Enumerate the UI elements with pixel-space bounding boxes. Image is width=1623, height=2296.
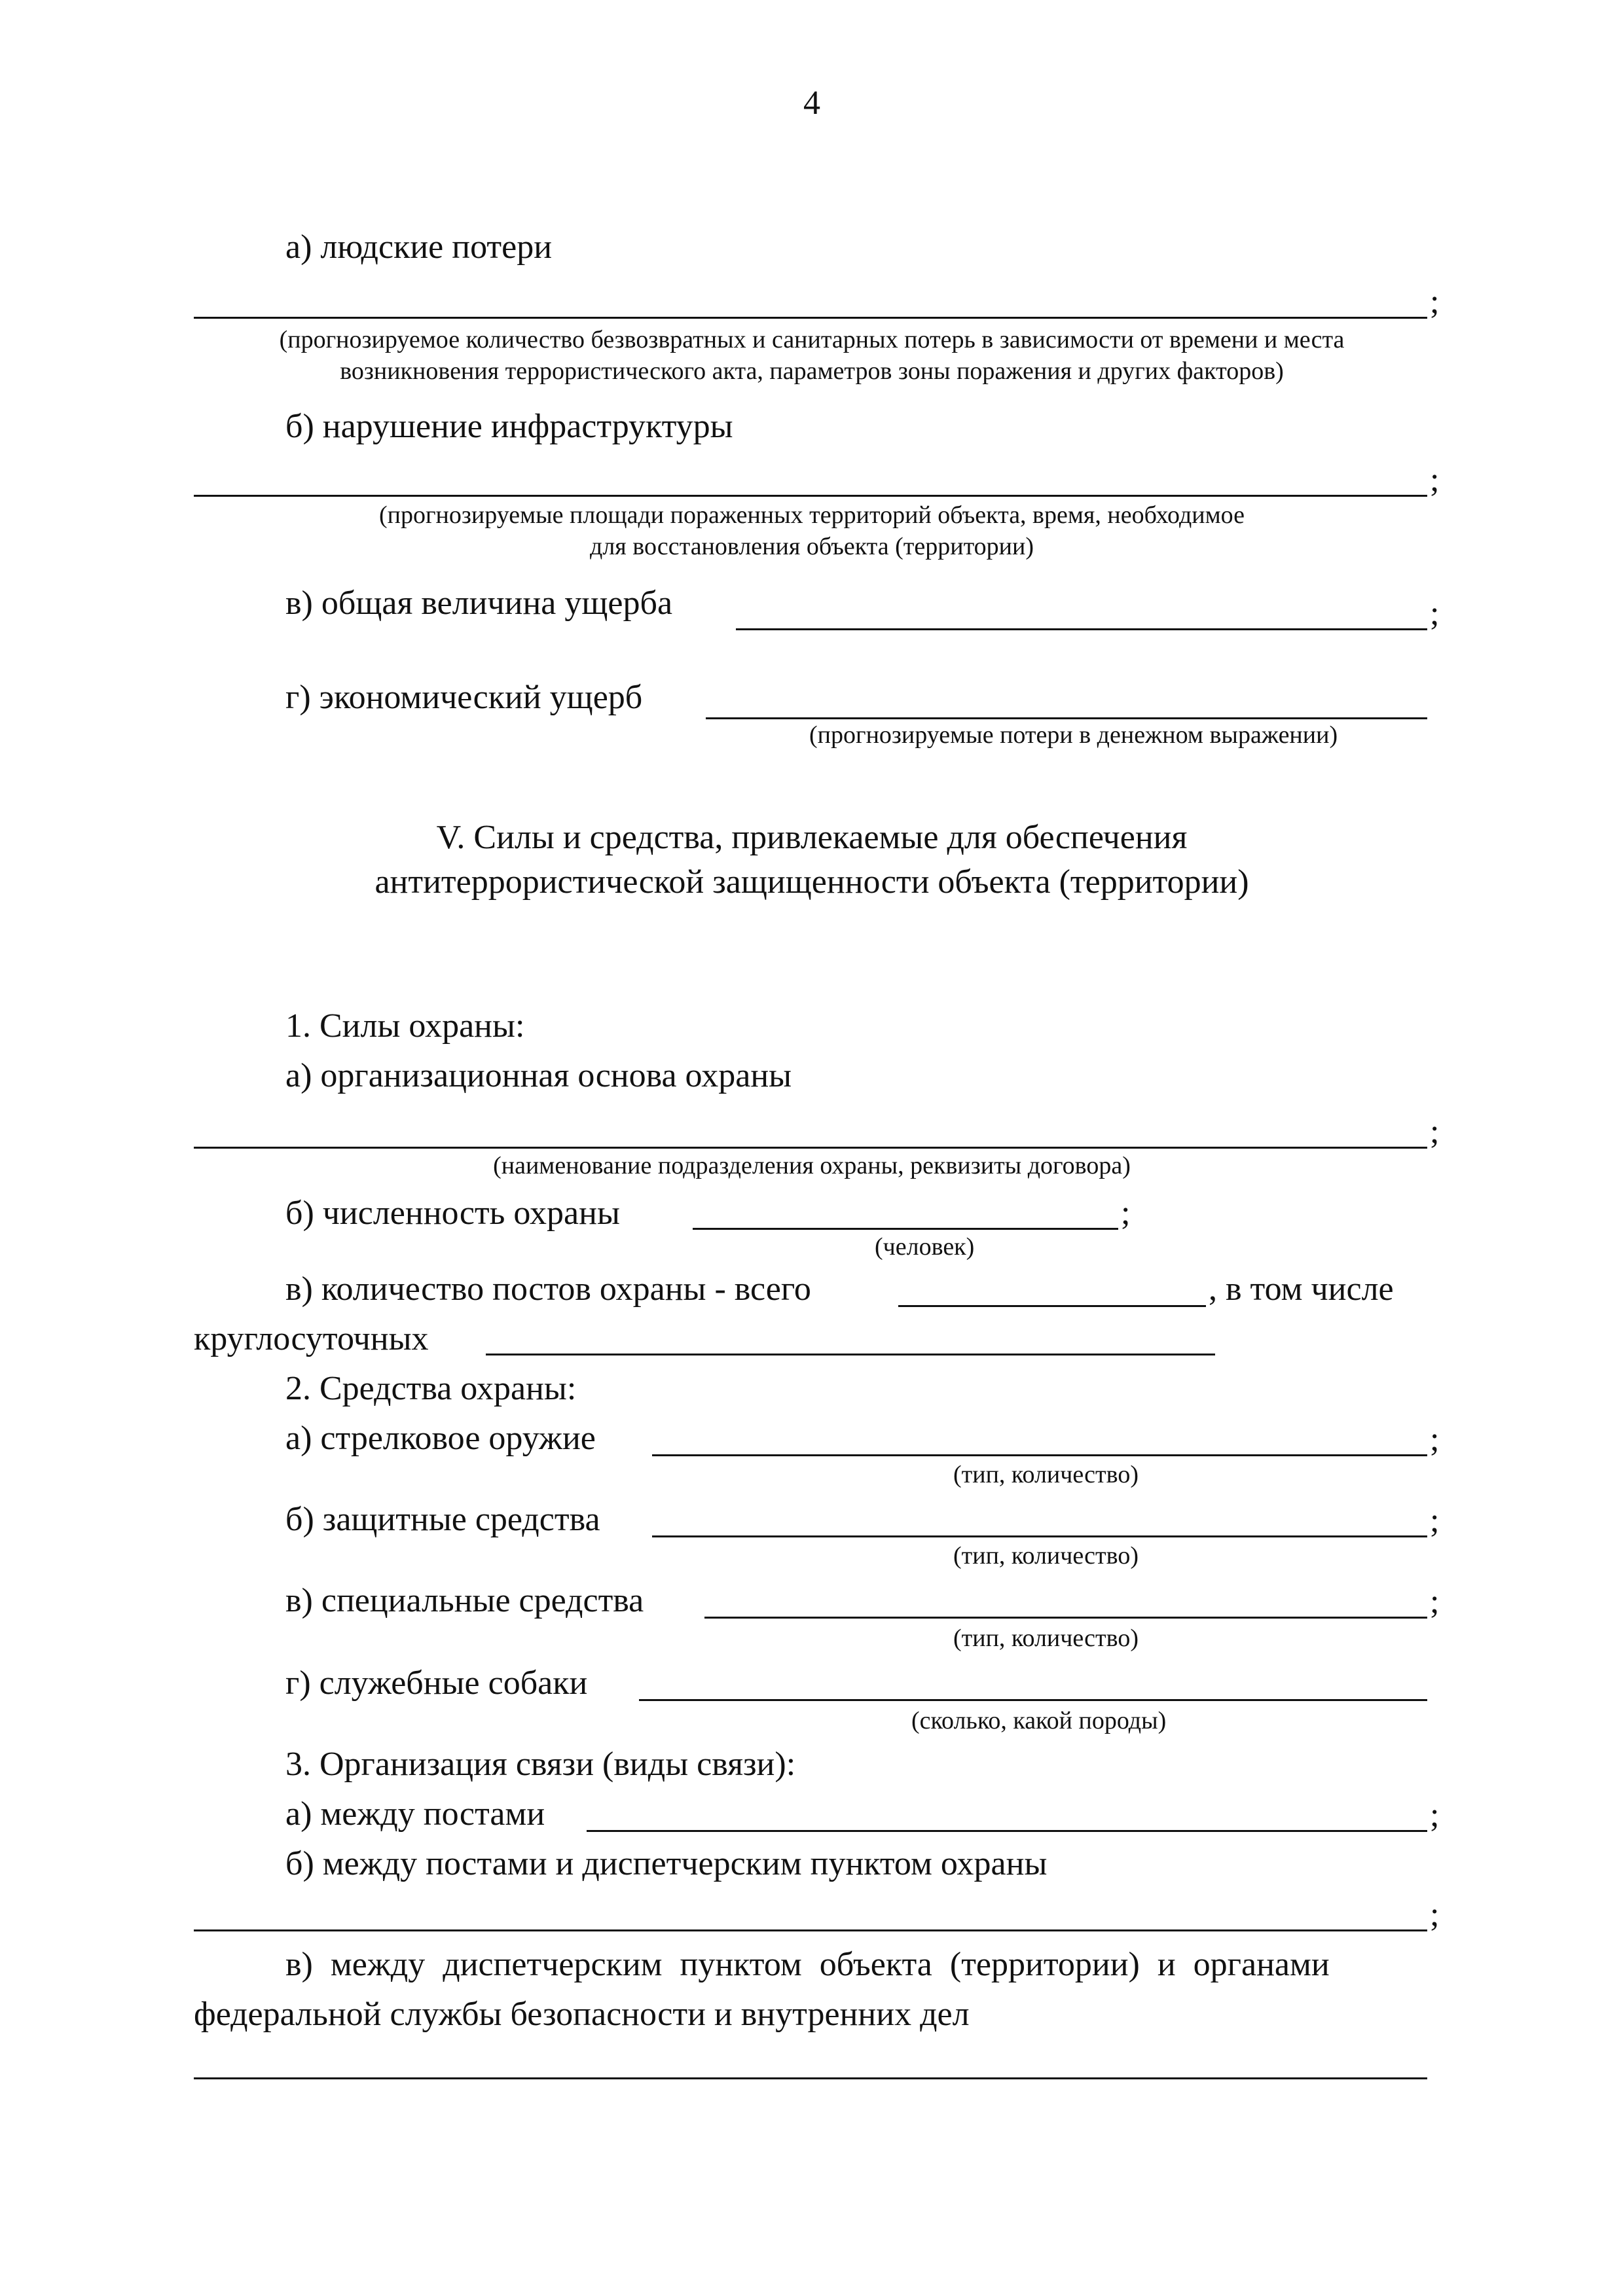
economic-damage-hint: (прогнозируемые потери в денежном выражении) [809, 721, 1338, 749]
dispatch-authorities-line-2: федеральной службы безопасности и внутренних дел [194, 1996, 970, 2033]
special-means-line[interactable] [704, 1617, 1427, 1619]
security-basis-line[interactable] [194, 1147, 1427, 1149]
dispatch-authorities-line[interactable] [194, 2077, 1427, 2079]
round-the-clock-line[interactable] [486, 1354, 1215, 1355]
round-the-clock-label: круглосуточных [194, 1320, 429, 1357]
infrastructure-hint-1: (прогнозируемые площади пораженных территорий объекта, время, необходимое [378, 501, 1245, 529]
posts-including-text: , в том числе [1209, 1270, 1394, 1308]
service-dogs-line[interactable] [639, 1699, 1427, 1701]
between-posts-label: а) между постами [285, 1795, 545, 1833]
means-heading: 2. Средства охраны: [285, 1370, 577, 1407]
human-losses-line[interactable] [194, 317, 1427, 319]
protective-means-label: б) защитные средства [285, 1501, 600, 1538]
human-losses-hint-2: возникновения террористического акта, параметров зоны поражения и других факторов) [340, 357, 1284, 385]
semicolon: ; [1430, 1113, 1440, 1151]
economic-damage-line[interactable] [706, 717, 1427, 719]
protective-means-hint: (тип, количество) [953, 1542, 1139, 1570]
page-number: 4 [803, 84, 820, 122]
semicolon: ; [1430, 1797, 1440, 1834]
infrastructure-label: б) нарушение инфраструктуры [285, 408, 733, 445]
dispatch-authorities-line-1: в) между диспетчерским пунктом объекта (территории) и органами [285, 1946, 1330, 1983]
guard-count-line[interactable] [693, 1228, 1118, 1230]
infrastructure-hint-2: для восстановления объекта (территории) [589, 533, 1034, 560]
human-losses-hint-1: (прогнозируемое количество безвозвратных и санитарных потерь в зависимости от времени и места [279, 326, 1345, 353]
semicolon: ; [1430, 595, 1440, 632]
section-title-line-1: V. Силы и средства, привлекаемые для обеспечения [436, 819, 1188, 856]
semicolon: ; [1430, 461, 1440, 499]
security-basis-hint: (наименование подразделения охраны, реквизиты договора) [493, 1152, 1131, 1179]
semicolon: ; [1430, 1896, 1440, 1933]
total-damage-label: в) общая величина ущерба [285, 584, 673, 622]
posts-total-line[interactable] [898, 1305, 1206, 1307]
human-losses-label: а) людские потери [285, 228, 553, 266]
semicolon: ; [1121, 1194, 1131, 1232]
total-damage-line[interactable] [736, 628, 1427, 630]
firearms-label: а) стрелковое оружие [285, 1420, 596, 1457]
firearms-hint: (тип, количество) [953, 1461, 1139, 1488]
posts-total-label: в) количество постов охраны - всего [285, 1270, 811, 1308]
economic-damage-label: г) экономический ущерб [285, 679, 643, 716]
communication-heading: 3. Организация связи (виды связи): [285, 1746, 796, 1783]
special-means-label: в) специальные средства [285, 1582, 644, 1619]
posts-dispatch-line[interactable] [194, 1929, 1427, 1931]
posts-dispatch-label: б) между постами и диспетчерским пунктом охраны [285, 1845, 1048, 1882]
semicolon: ; [1430, 1421, 1440, 1458]
security-basis-label: а) организационная основа охраны [285, 1057, 792, 1094]
firearms-line[interactable] [652, 1454, 1427, 1456]
infrastructure-line[interactable] [194, 495, 1427, 497]
protective-means-line[interactable] [652, 1535, 1427, 1537]
semicolon: ; [1430, 283, 1440, 321]
service-dogs-hint: (сколько, какой породы) [911, 1707, 1167, 1734]
guard-count-label: б) численность охраны [285, 1194, 620, 1232]
semicolon: ; [1430, 1502, 1440, 1539]
service-dogs-label: г) служебные собаки [285, 1664, 588, 1702]
special-means-hint: (тип, количество) [953, 1624, 1139, 1652]
section-title-line-2: антитеррористической защищенности объекта (территории) [374, 863, 1249, 901]
semicolon: ; [1430, 1583, 1440, 1621]
between-posts-line[interactable] [587, 1830, 1427, 1832]
forces-heading: 1. Силы охраны: [285, 1007, 525, 1045]
guard-count-hint: (человек) [875, 1233, 975, 1261]
